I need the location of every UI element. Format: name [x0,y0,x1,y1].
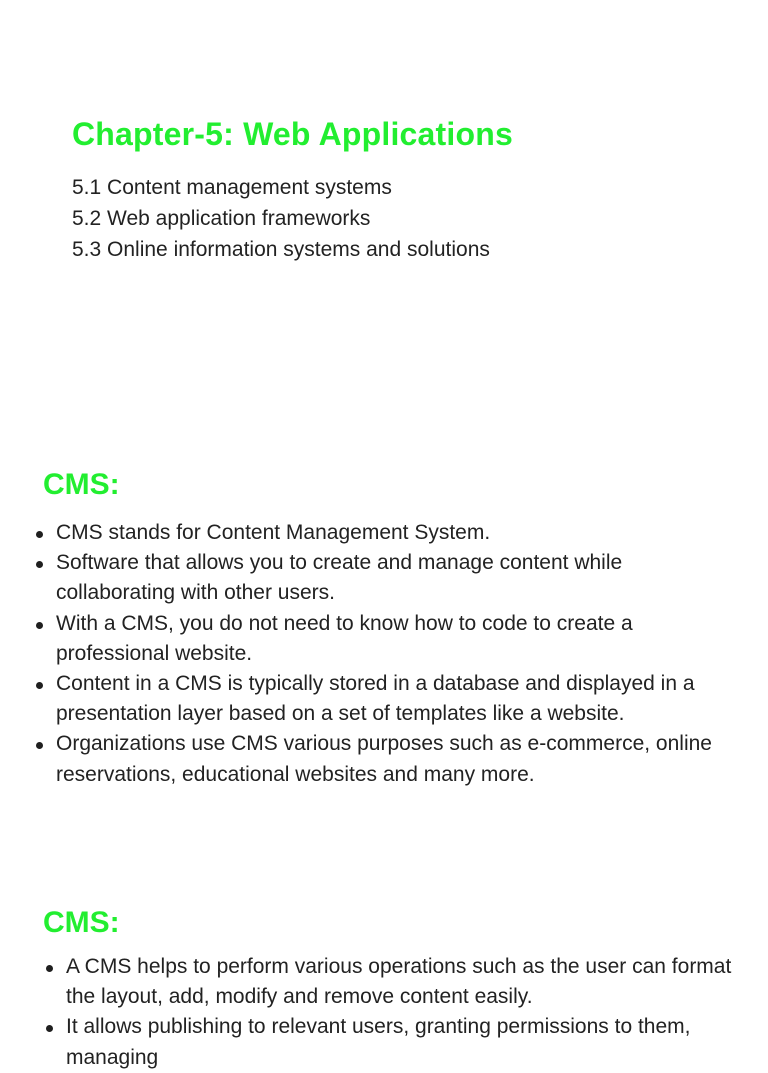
bullet-item: It allows publishing to relevant users, granting permissions to them, managing [46,1012,736,1072]
bullet-item: A CMS helps to perform various operations such as the user can format the layout, add, modify and remove content easily. [46,952,736,1012]
cms-bullet-list-2 [46,952,736,1073]
chapter-title: Chapter-5: Web Applications [72,116,513,152]
toc-item: 5.1 Content management systems [72,176,392,199]
section-heading-cms: CMS: [43,468,120,501]
bullet-item: CMS stands for Content Management System. [36,518,736,548]
bullet-item: Content in a CMS is typically stored in a database and displayed in a presentation layer based on a set of templates like a website. [36,669,736,729]
bullet-item: Organizations use CMS various purposes such as e-commerce, online reservations, educational websites and many more. [36,729,736,789]
bullet-item: Software that allows you to create and manage content while collaborating with other users. [36,548,736,608]
section-heading-cms-2: CMS: [43,906,120,939]
cms-bullet-list [36,518,736,790]
table-of-contents [72,172,490,265]
toc-item: 5.3 Online information systems and solutions [72,238,490,261]
bullet-item: With a CMS, you do not need to know how to code to create a professional website. [36,609,736,669]
toc-item: 5.2 Web application frameworks [72,207,371,230]
